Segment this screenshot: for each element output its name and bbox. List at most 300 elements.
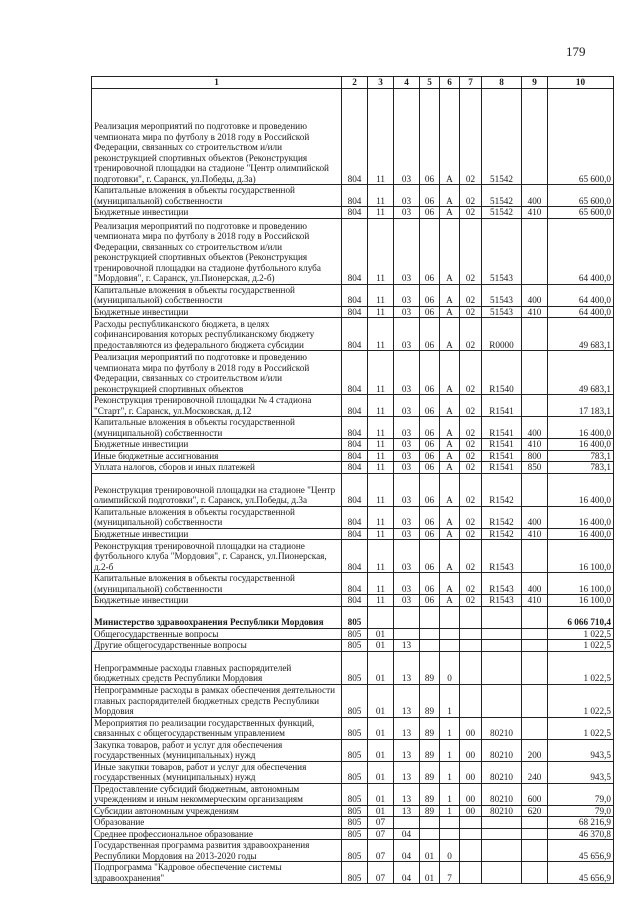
direction-code-cell: R1542 [482, 506, 522, 528]
program-code-cell: 06 [420, 185, 440, 207]
event-code-cell: 02 [460, 540, 482, 573]
subprogram-code-cell: А [440, 439, 460, 451]
direction-code-cell [482, 828, 522, 840]
table-row [92, 783, 614, 805]
amount-cell: 1 022,5 [548, 628, 614, 640]
column-header: 5 [420, 77, 440, 89]
ministry-code-cell: 804 [342, 318, 368, 351]
ministry-code-cell: 804 [342, 450, 368, 462]
subprogram-code-cell: А [440, 351, 460, 395]
subprogram-code-cell: 1 [440, 684, 460, 717]
row-name-cell: Бюджетные инвестиции [92, 528, 342, 540]
subprogram-code-cell [440, 628, 460, 640]
section-code-cell: 01 [368, 761, 394, 783]
program-code-cell: 06 [420, 417, 440, 439]
amount-cell: 16 400,0 [548, 417, 614, 439]
program-code-cell: 06 [420, 284, 440, 306]
section-code-cell: 11 [368, 540, 394, 573]
subprogram-code-cell: А [440, 450, 460, 462]
subsection-code-cell: 03 [394, 462, 420, 474]
expense-type-code-cell: 410 [522, 595, 548, 607]
event-code-cell: 02 [460, 284, 482, 306]
table-row [92, 862, 614, 884]
column-header: 9 [522, 77, 548, 89]
subsection-code-cell: 13 [394, 805, 420, 817]
row-name-cell: Закупка товаров, работ и услуг для обеспечения государственных (муниципальных) нужд [92, 739, 342, 761]
section-code-cell: 01 [368, 651, 394, 684]
table-row [92, 528, 614, 540]
expense-type-code-cell [522, 89, 548, 185]
ministry-code-cell: 804 [342, 89, 368, 185]
event-code-cell: 02 [460, 306, 482, 318]
program-code-cell: 06 [420, 218, 440, 284]
subprogram-code-cell: А [440, 417, 460, 439]
program-code-cell [420, 628, 440, 640]
row-name-cell: Непрограммные расходы главных распорядителей бюджетных средств Республики Мордовия [92, 651, 342, 684]
expense-type-code-cell: 400 [522, 506, 548, 528]
direction-code-cell: 80210 [482, 783, 522, 805]
program-code-cell: 06 [420, 450, 440, 462]
event-code-cell [460, 628, 482, 640]
event-code-cell: 02 [460, 318, 482, 351]
ministry-code-cell: 804 [342, 218, 368, 284]
table-row [92, 417, 614, 439]
amount-cell: 783,1 [548, 462, 614, 474]
subprogram-code-cell: 1 [440, 739, 460, 761]
table-row [92, 318, 614, 351]
column-header: 10 [548, 77, 614, 89]
program-code-cell: 89 [420, 651, 440, 684]
ministry-code-cell: 804 [342, 573, 368, 595]
subsection-code-cell [394, 628, 420, 640]
ministry-code-cell: 804 [342, 462, 368, 474]
subprogram-code-cell: А [440, 528, 460, 540]
expense-type-code-cell [522, 606, 548, 628]
table-body [92, 89, 614, 884]
event-code-cell: 00 [460, 761, 482, 783]
subsection-code-cell: 13 [394, 640, 420, 652]
event-code-cell: 02 [460, 417, 482, 439]
expense-type-code-cell: 600 [522, 783, 548, 805]
section-code-cell: 11 [368, 318, 394, 351]
column-header: 8 [482, 77, 522, 89]
subsection-code-cell: 03 [394, 395, 420, 417]
page-number: 179 [566, 44, 586, 59]
expense-type-code-cell [522, 817, 548, 829]
expense-type-code-cell: 800 [522, 450, 548, 462]
subsection-code-cell: 13 [394, 651, 420, 684]
table-row [92, 595, 614, 607]
section-code-cell: 01 [368, 717, 394, 739]
direction-code-cell: R1542 [482, 473, 522, 506]
event-code-cell [460, 828, 482, 840]
subsection-code-cell: 03 [394, 595, 420, 607]
program-code-cell: 06 [420, 540, 440, 573]
amount-cell: 943,5 [548, 761, 614, 783]
program-code-cell: 06 [420, 351, 440, 395]
subprogram-code-cell: А [440, 207, 460, 219]
section-code-cell [368, 606, 394, 628]
subsection-code-cell: 13 [394, 761, 420, 783]
program-code-cell: 89 [420, 739, 440, 761]
amount-cell: 6 066 710,4 [548, 606, 614, 628]
table-row [92, 606, 614, 628]
subsection-code-cell: 03 [394, 284, 420, 306]
table-header-row [92, 77, 614, 89]
row-name-cell: Бюджетные инвестиции [92, 207, 342, 219]
expense-type-code-cell: 400 [522, 417, 548, 439]
expense-type-code-cell [522, 684, 548, 717]
expense-type-code-cell: 620 [522, 805, 548, 817]
program-code-cell [420, 828, 440, 840]
section-code-cell: 11 [368, 528, 394, 540]
expense-type-code-cell: 400 [522, 284, 548, 306]
table-row [92, 684, 614, 717]
program-code-cell: 06 [420, 306, 440, 318]
amount-cell: 45 656,9 [548, 840, 614, 862]
amount-cell: 79,0 [548, 805, 614, 817]
direction-code-cell: R1543 [482, 540, 522, 573]
ministry-code-cell: 805 [342, 828, 368, 840]
event-code-cell: 02 [460, 506, 482, 528]
event-code-cell: 00 [460, 717, 482, 739]
subsection-code-cell: 03 [394, 207, 420, 219]
column-header: 3 [368, 77, 394, 89]
table-row [92, 805, 614, 817]
subsection-code-cell: 13 [394, 783, 420, 805]
ministry-code-cell: 804 [342, 284, 368, 306]
event-code-cell [460, 817, 482, 829]
event-code-cell [460, 640, 482, 652]
section-code-cell: 07 [368, 828, 394, 840]
subsection-code-cell [394, 817, 420, 829]
direction-code-cell: 51542 [482, 185, 522, 207]
subprogram-code-cell [440, 606, 460, 628]
subprogram-code-cell: А [440, 318, 460, 351]
row-name-cell: Капитальные вложения в объекты государственной (муниципальной) собственности [92, 417, 342, 439]
ministry-code-cell: 804 [342, 595, 368, 607]
subsection-code-cell: 03 [394, 318, 420, 351]
direction-code-cell [482, 651, 522, 684]
row-name-cell: Реализация мероприятий по подготовке и проведению чемпионата мира по футболу в 2018 году в Российской Федерации, связанных со строительством и/или реконструкцией спортивных объектов (Реконструкция тренировочной площадки на стадионе футбольного клуба "Мордовия", г. Саранск, ул.Пионерская, д.2-б) [92, 218, 342, 284]
subsection-code-cell: 13 [394, 684, 420, 717]
expense-type-code-cell: 410 [522, 306, 548, 318]
program-code-cell: 06 [420, 506, 440, 528]
subsection-code-cell: 03 [394, 473, 420, 506]
program-code-cell: 06 [420, 89, 440, 185]
direction-code-cell: R1541 [482, 439, 522, 451]
direction-code-cell [482, 684, 522, 717]
amount-cell: 64 400,0 [548, 218, 614, 284]
amount-cell: 16 400,0 [548, 506, 614, 528]
subprogram-code-cell: А [440, 540, 460, 573]
amount-cell: 1 022,5 [548, 684, 614, 717]
expense-type-code-cell: 400 [522, 185, 548, 207]
table-row [92, 473, 614, 506]
program-code-cell: 01 [420, 840, 440, 862]
amount-cell: 46 370,8 [548, 828, 614, 840]
row-name-cell: Министерство здравоохранения Республики Мордовия [92, 606, 342, 628]
event-code-cell: 02 [460, 89, 482, 185]
event-code-cell [460, 606, 482, 628]
expense-type-code-cell: 410 [522, 439, 548, 451]
direction-code-cell: R1541 [482, 417, 522, 439]
amount-cell: 17 183,1 [548, 395, 614, 417]
ministry-code-cell: 805 [342, 783, 368, 805]
direction-code-cell: R1541 [482, 462, 522, 474]
program-code-cell: 06 [420, 473, 440, 506]
direction-code-cell: R0000 [482, 318, 522, 351]
subsection-code-cell: 03 [394, 417, 420, 439]
expense-type-code-cell [522, 862, 548, 884]
subsection-code-cell: 03 [394, 218, 420, 284]
program-code-cell: 06 [420, 528, 440, 540]
subprogram-code-cell: А [440, 89, 460, 185]
direction-code-cell: R1540 [482, 351, 522, 395]
event-code-cell: 02 [460, 573, 482, 595]
subprogram-code-cell: А [440, 185, 460, 207]
row-name-cell: Уплата налогов, сборов и иных платежей [92, 462, 342, 474]
direction-code-cell: 80210 [482, 805, 522, 817]
subsection-code-cell: 04 [394, 840, 420, 862]
subsection-code-cell: 03 [394, 450, 420, 462]
direction-code-cell: R1542 [482, 528, 522, 540]
expense-type-code-cell: 240 [522, 761, 548, 783]
row-name-cell: Образование [92, 817, 342, 829]
direction-code-cell [482, 640, 522, 652]
event-code-cell: 02 [460, 528, 482, 540]
subsection-code-cell: 03 [394, 439, 420, 451]
direction-code-cell [482, 606, 522, 628]
row-name-cell: Государственная программа развития здравоохранения Республики Мордовия на 2013-2020 годы [92, 840, 342, 862]
expense-type-code-cell: 410 [522, 528, 548, 540]
table-row [92, 306, 614, 318]
table-row [92, 817, 614, 829]
event-code-cell: 02 [460, 185, 482, 207]
row-name-cell: Бюджетные инвестиции [92, 439, 342, 451]
section-code-cell: 11 [368, 439, 394, 451]
row-name-cell: Подпрограмма "Кадровое обеспечение системы здравоохранения" [92, 862, 342, 884]
direction-code-cell: R1541 [482, 450, 522, 462]
section-code-cell: 11 [368, 506, 394, 528]
amount-cell: 943,5 [548, 739, 614, 761]
direction-code-cell [482, 840, 522, 862]
subprogram-code-cell: А [440, 506, 460, 528]
amount-cell: 16 400,0 [548, 473, 614, 506]
event-code-cell [460, 862, 482, 884]
expense-type-code-cell [522, 218, 548, 284]
subprogram-code-cell: А [440, 462, 460, 474]
section-code-cell: 11 [368, 595, 394, 607]
row-name-cell: Реконструкция тренировочной площадки на стадионе "Центр олимпийской подготовки", г. Саранск, ул.Победы, д.3а [92, 473, 342, 506]
expense-type-code-cell [522, 540, 548, 573]
subsection-code-cell: 13 [394, 739, 420, 761]
table-row [92, 739, 614, 761]
row-name-cell: Бюджетные инвестиции [92, 306, 342, 318]
direction-code-cell [482, 817, 522, 829]
amount-cell: 65 600,0 [548, 185, 614, 207]
program-code-cell: 06 [420, 462, 440, 474]
program-code-cell: 89 [420, 805, 440, 817]
program-code-cell [420, 640, 440, 652]
table-row [92, 640, 614, 652]
expense-type-code-cell [522, 651, 548, 684]
row-name-cell: Реализация мероприятий по подготовке и проведению чемпионата мира по футболу в 2018 году в Российской Федерации, связанных со строительством и/или реконструкцией спортивных объектов (Реконструкция тренировочной площадки на стадионе "Центр олимпийской подготовки", г. Саранск, ул.Победы, д.3а) [92, 89, 342, 185]
row-name-cell: Капитальные вложения в объекты государственной (муниципальной) собственности [92, 185, 342, 207]
expense-type-code-cell: 410 [522, 207, 548, 219]
section-code-cell: 07 [368, 862, 394, 884]
table-row [92, 439, 614, 451]
amount-cell: 16 100,0 [548, 595, 614, 607]
expense-type-code-cell [522, 640, 548, 652]
subsection-code-cell: 13 [394, 717, 420, 739]
row-name-cell: Среднее профессиональное образование [92, 828, 342, 840]
event-code-cell: 02 [460, 595, 482, 607]
subsection-code-cell: 03 [394, 351, 420, 395]
section-code-cell: 01 [368, 640, 394, 652]
amount-cell: 68 216,9 [548, 817, 614, 829]
direction-code-cell: 80210 [482, 761, 522, 783]
subsection-code-cell: 03 [394, 306, 420, 318]
row-name-cell: Реконструкция тренировочной площадки на стадионе футбольного клуба "Мордовия", г. Саранск, ул.Пионерская, д.2-б [92, 540, 342, 573]
table-row [92, 284, 614, 306]
section-code-cell: 01 [368, 805, 394, 817]
table-row [92, 717, 614, 739]
subsection-code-cell: 03 [394, 506, 420, 528]
ministry-code-cell: 804 [342, 395, 368, 417]
section-code-cell: 01 [368, 783, 394, 805]
subprogram-code-cell: А [440, 595, 460, 607]
column-header: 2 [342, 77, 368, 89]
section-code-cell: 11 [368, 218, 394, 284]
expense-type-code-cell [522, 628, 548, 640]
amount-cell: 783,1 [548, 450, 614, 462]
program-code-cell: 06 [420, 318, 440, 351]
column-header: 7 [460, 77, 482, 89]
row-name-cell: Капитальные вложения в объекты государственной (муниципальной) собственности [92, 506, 342, 528]
ministry-code-cell: 804 [342, 306, 368, 318]
subprogram-code-cell [440, 817, 460, 829]
event-code-cell: 02 [460, 439, 482, 451]
amount-cell: 1 022,5 [548, 651, 614, 684]
subprogram-code-cell: 1 [440, 783, 460, 805]
expense-type-code-cell [522, 840, 548, 862]
section-code-cell: 11 [368, 573, 394, 595]
table-row [92, 540, 614, 573]
section-code-cell: 11 [368, 395, 394, 417]
amount-cell: 49 683,1 [548, 318, 614, 351]
column-header: 6 [440, 77, 460, 89]
section-code-cell: 07 [368, 817, 394, 829]
ministry-code-cell: 804 [342, 506, 368, 528]
section-code-cell: 11 [368, 473, 394, 506]
ministry-code-cell: 804 [342, 207, 368, 219]
ministry-code-cell: 805 [342, 640, 368, 652]
direction-code-cell [482, 628, 522, 640]
amount-cell: 16 100,0 [548, 573, 614, 595]
section-code-cell: 01 [368, 628, 394, 640]
section-code-cell: 11 [368, 207, 394, 219]
event-code-cell: 02 [460, 351, 482, 395]
program-code-cell: 89 [420, 717, 440, 739]
ministry-code-cell: 804 [342, 473, 368, 506]
table-row [92, 351, 614, 395]
direction-code-cell: 51542 [482, 207, 522, 219]
event-code-cell [460, 651, 482, 684]
amount-cell: 64 400,0 [548, 284, 614, 306]
program-code-cell: 06 [420, 595, 440, 607]
row-name-cell: Субсидии автономным учреждениям [92, 805, 342, 817]
subprogram-code-cell: А [440, 218, 460, 284]
subsection-code-cell: 04 [394, 862, 420, 884]
row-name-cell: Непрограммные расходы в рамках обеспечения деятельности главных распорядителей бюджетных средств Республики Мордовия [92, 684, 342, 717]
event-code-cell: 02 [460, 207, 482, 219]
event-code-cell: 02 [460, 395, 482, 417]
subsection-code-cell: 04 [394, 828, 420, 840]
subprogram-code-cell: 1 [440, 717, 460, 739]
program-code-cell: 89 [420, 761, 440, 783]
table-row [92, 207, 614, 219]
expense-type-code-cell [522, 351, 548, 395]
direction-code-cell: R1541 [482, 395, 522, 417]
table-row [92, 506, 614, 528]
row-name-cell: Расходы республиканского бюджета, в целях софинансирования которых республиканскому бюджету предоставляются из федерального бюджета субсидии [92, 318, 342, 351]
ministry-code-cell: 805 [342, 739, 368, 761]
row-name-cell: Реконструкция тренировочной площадки № 4 стадиона "Старт", г. Саранск, ул.Московская, д.12 [92, 395, 342, 417]
direction-code-cell: R1543 [482, 595, 522, 607]
table-row [92, 761, 614, 783]
subprogram-code-cell: А [440, 573, 460, 595]
section-code-cell: 11 [368, 306, 394, 318]
table-row [92, 395, 614, 417]
table-row [92, 450, 614, 462]
row-name-cell: Предоставление субсидий бюджетным, автономным учреждениям и иным некоммерческим организациям [92, 783, 342, 805]
ministry-code-cell: 804 [342, 540, 368, 573]
table-row [92, 828, 614, 840]
amount-cell: 1 022,5 [548, 640, 614, 652]
table-row [92, 462, 614, 474]
direction-code-cell: 80210 [482, 739, 522, 761]
program-code-cell: 01 [420, 862, 440, 884]
expense-type-code-cell: 200 [522, 739, 548, 761]
subsection-code-cell: 03 [394, 540, 420, 573]
program-code-cell: 06 [420, 439, 440, 451]
table-row [92, 573, 614, 595]
direction-code-cell [482, 862, 522, 884]
subprogram-code-cell: А [440, 473, 460, 506]
column-header: 4 [394, 77, 420, 89]
ministry-code-cell: 805 [342, 717, 368, 739]
amount-cell: 45 656,9 [548, 862, 614, 884]
subprogram-code-cell: 0 [440, 651, 460, 684]
section-code-cell: 11 [368, 89, 394, 185]
ministry-code-cell: 805 [342, 606, 368, 628]
program-code-cell [420, 606, 440, 628]
ministry-code-cell: 805 [342, 862, 368, 884]
subprogram-code-cell [440, 828, 460, 840]
direction-code-cell: 51543 [482, 284, 522, 306]
section-code-cell: 01 [368, 739, 394, 761]
amount-cell: 16 100,0 [548, 540, 614, 573]
ministry-code-cell: 805 [342, 684, 368, 717]
table-row [92, 218, 614, 284]
ministry-code-cell: 804 [342, 528, 368, 540]
subsection-code-cell: 03 [394, 528, 420, 540]
ministry-code-cell: 805 [342, 840, 368, 862]
program-code-cell [420, 817, 440, 829]
subsection-code-cell: 03 [394, 185, 420, 207]
table-row [92, 89, 614, 185]
